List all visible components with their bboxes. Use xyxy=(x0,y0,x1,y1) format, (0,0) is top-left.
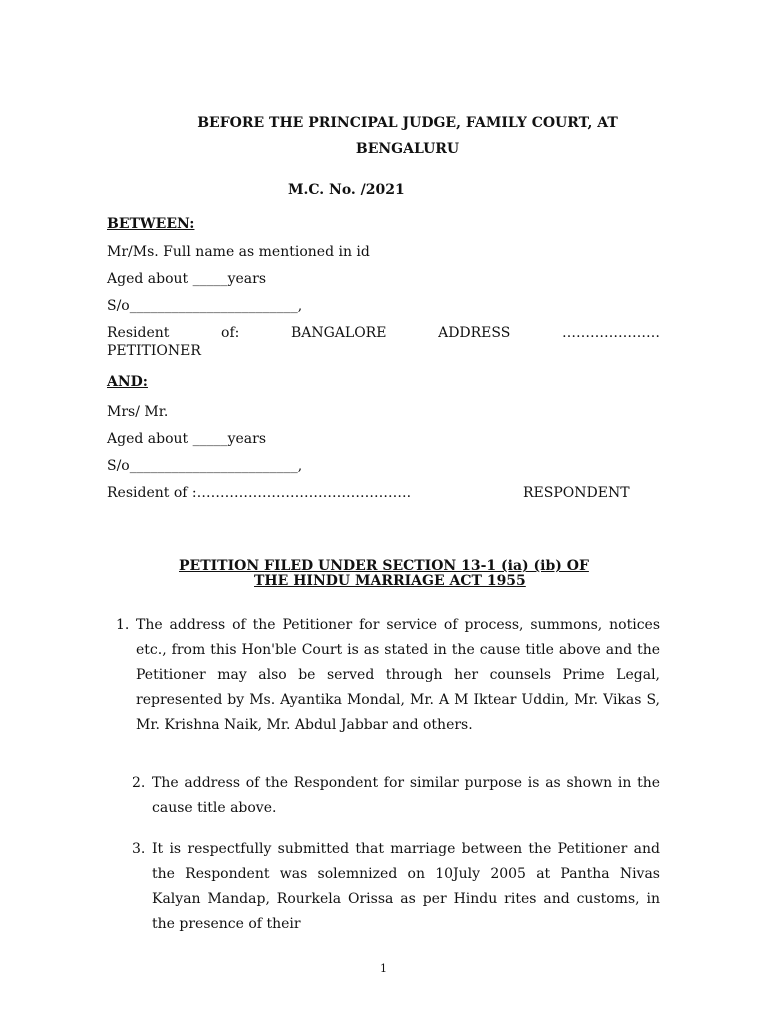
petitioner-resident-line xyxy=(107,325,660,341)
paragraph-1-number: 1. xyxy=(116,617,130,633)
paragraph-1-text: The address of the Petitioner for service of process, summons, notices etc., from this Hon'ble Court is as stated in the cause title above and the Petitioner may also be served through her counsels Prime Legal, represented by Ms. Ayantika Mondal, Mr. A M Iktear Uddin, Mr. Vikas S, Mr. Krishna Naik, Mr. Abdul Jabbar and others. xyxy=(136,617,660,733)
respondent-relation: S/o________________________, xyxy=(107,458,303,474)
court-heading-line2: BENGALURU xyxy=(355,141,460,157)
court-heading-line1: BEFORE THE PRINCIPAL JUDGE, FAMILY COURT, AT xyxy=(197,115,618,131)
petitioner-role: PETITIONER xyxy=(107,343,201,359)
petitioner-resident-of: of: xyxy=(221,325,240,341)
case-number: M.C. No. /2021 xyxy=(288,182,405,198)
petition-title-line2: THE HINDU MARRIAGE ACT 1955 xyxy=(254,573,526,589)
petitioner-age: Aged about _____years xyxy=(107,271,267,287)
paragraph-2-number: 2. xyxy=(132,775,146,791)
paragraph-3-text: It is respectfully submitted that marriage between the Petitioner and the Respondent was solemnized on 10July 2005 at Pantha Nivas Kalyan Mandap, Rourkela Orissa as per Hindu rites and customs, in the presence of their xyxy=(152,841,660,932)
and-label: AND: xyxy=(107,374,148,390)
respondent-role: RESPONDENT xyxy=(523,485,630,501)
between-label: BETWEEN: xyxy=(107,216,195,232)
respondent-resident: Resident of :………………………………………. xyxy=(107,485,412,501)
petitioner-resident-city: BANGALORE xyxy=(290,325,387,341)
petitioner-resident-label: Resident xyxy=(107,325,170,341)
respondent-name: Mrs/ Mr. xyxy=(107,404,169,420)
petition-title-line1: PETITION FILED UNDER SECTION 13-1 (ia) (ib) OF xyxy=(179,558,589,574)
paragraph-3-number: 3. xyxy=(132,841,146,857)
petitioner-resident-dots: ………………… xyxy=(561,325,660,341)
petitioner-relation: S/o________________________, xyxy=(107,298,303,314)
paragraph-2-text: The address of the Respondent for similar purpose is as shown in the cause title above. xyxy=(152,775,660,816)
page-number: 1 xyxy=(380,962,387,975)
petitioner-resident-address: ADDRESS xyxy=(438,325,511,341)
respondent-age: Aged about _____years xyxy=(107,431,267,447)
petitioner-name: Mr/Ms. Full name as mentioned in id xyxy=(107,244,370,260)
